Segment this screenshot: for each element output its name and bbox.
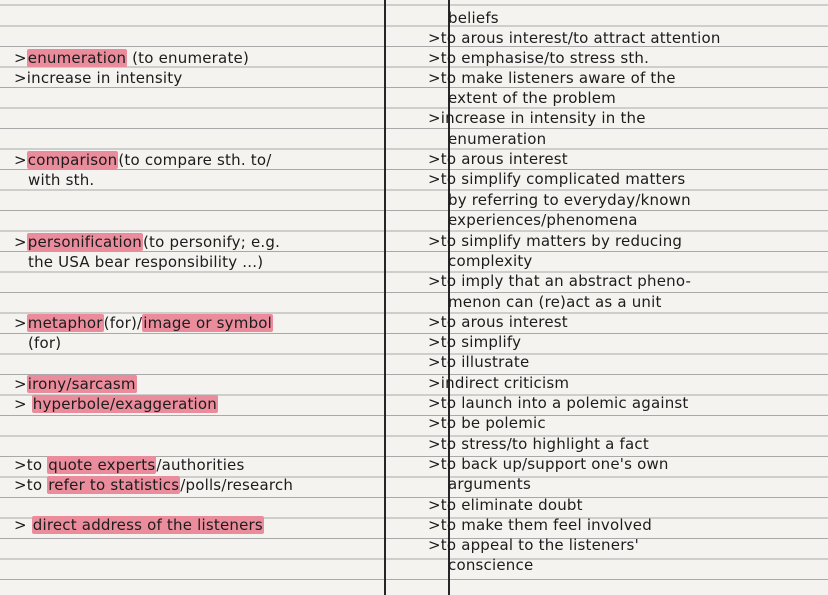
highlighted-term: personification: [27, 233, 142, 251]
right-line: arguments: [448, 475, 531, 493]
device-comparison: >comparison(to compare sth. to/ with sth.: [14, 151, 272, 189]
device-hyperbole: > hyperbole/exaggeration: [14, 395, 217, 413]
right-line: beliefs: [448, 9, 499, 27]
highlighted-term: hyperbole/exaggeration: [32, 395, 217, 413]
highlighted-term: comparison: [27, 151, 118, 169]
right-line: complexity: [448, 252, 533, 270]
right-line: experiences/phenomena: [448, 211, 638, 229]
right-line: >increase in intensity in the: [428, 109, 646, 127]
device-enumeration: >enumeration (to enumerate) >increase in intensity: [14, 49, 250, 87]
column-divider: [384, 0, 386, 595]
device-statistics: >to refer to statistics/polls/research: [14, 476, 294, 494]
right-line: >to make them feel involved: [428, 516, 652, 534]
device-irony: >irony/sarcasm: [14, 375, 136, 393]
right-line: enumeration: [448, 130, 547, 148]
right-line: extent of the problem: [448, 89, 616, 107]
right-line: >to arous interest/to attract attention: [428, 29, 721, 47]
right-line: >to simplify complicated matters: [428, 170, 686, 188]
highlighted-term: quote experts: [48, 456, 156, 474]
right-line: conscience: [448, 556, 534, 574]
right-line: >to emphasise/to stress sth.: [428, 49, 650, 67]
right-line: >to back up/support one's own: [428, 455, 669, 473]
highlighted-term: image or symbol: [143, 314, 273, 332]
highlighted-term: metaphor: [27, 314, 103, 332]
right-line: >to launch into a polemic against: [428, 394, 689, 412]
highlighted-term: direct address of the listeners: [32, 516, 263, 534]
right-line: >to imply that an abstract pheno-: [428, 272, 692, 290]
device-direct-address: > direct address of the listeners: [14, 516, 263, 534]
device-personification: >personification(to personify; e.g. the USA bear responsibility ...): [14, 233, 281, 271]
right-line: >to arous interest: [428, 150, 568, 168]
right-line: menon can (re)act as a unit: [448, 293, 662, 311]
highlighted-term: refer to statistics: [48, 476, 180, 494]
right-line: >to stress/to highlight a fact: [428, 435, 649, 453]
right-line: >to make listeners aware of the: [428, 69, 676, 87]
right-line: >to simplify: [428, 333, 522, 351]
device-metaphor: >metaphor(for)/image or symbol (for): [14, 314, 273, 352]
device-quote-experts: >to quote experts/authorities: [14, 456, 245, 474]
right-line: >to appeal to the listeners': [428, 536, 639, 554]
right-line: >to arous interest: [428, 313, 568, 331]
highlighted-term: enumeration: [27, 49, 127, 67]
right-line: >to simplify matters by reducing: [428, 232, 683, 250]
highlighted-term: irony/sarcasm: [27, 375, 136, 393]
right-line: >to eliminate doubt: [428, 496, 583, 514]
right-line: by referring to everyday/known: [448, 191, 691, 209]
right-line: >to be polemic: [428, 414, 546, 432]
right-line: >indirect criticism: [428, 374, 570, 392]
right-line: >to illustrate: [428, 353, 530, 371]
